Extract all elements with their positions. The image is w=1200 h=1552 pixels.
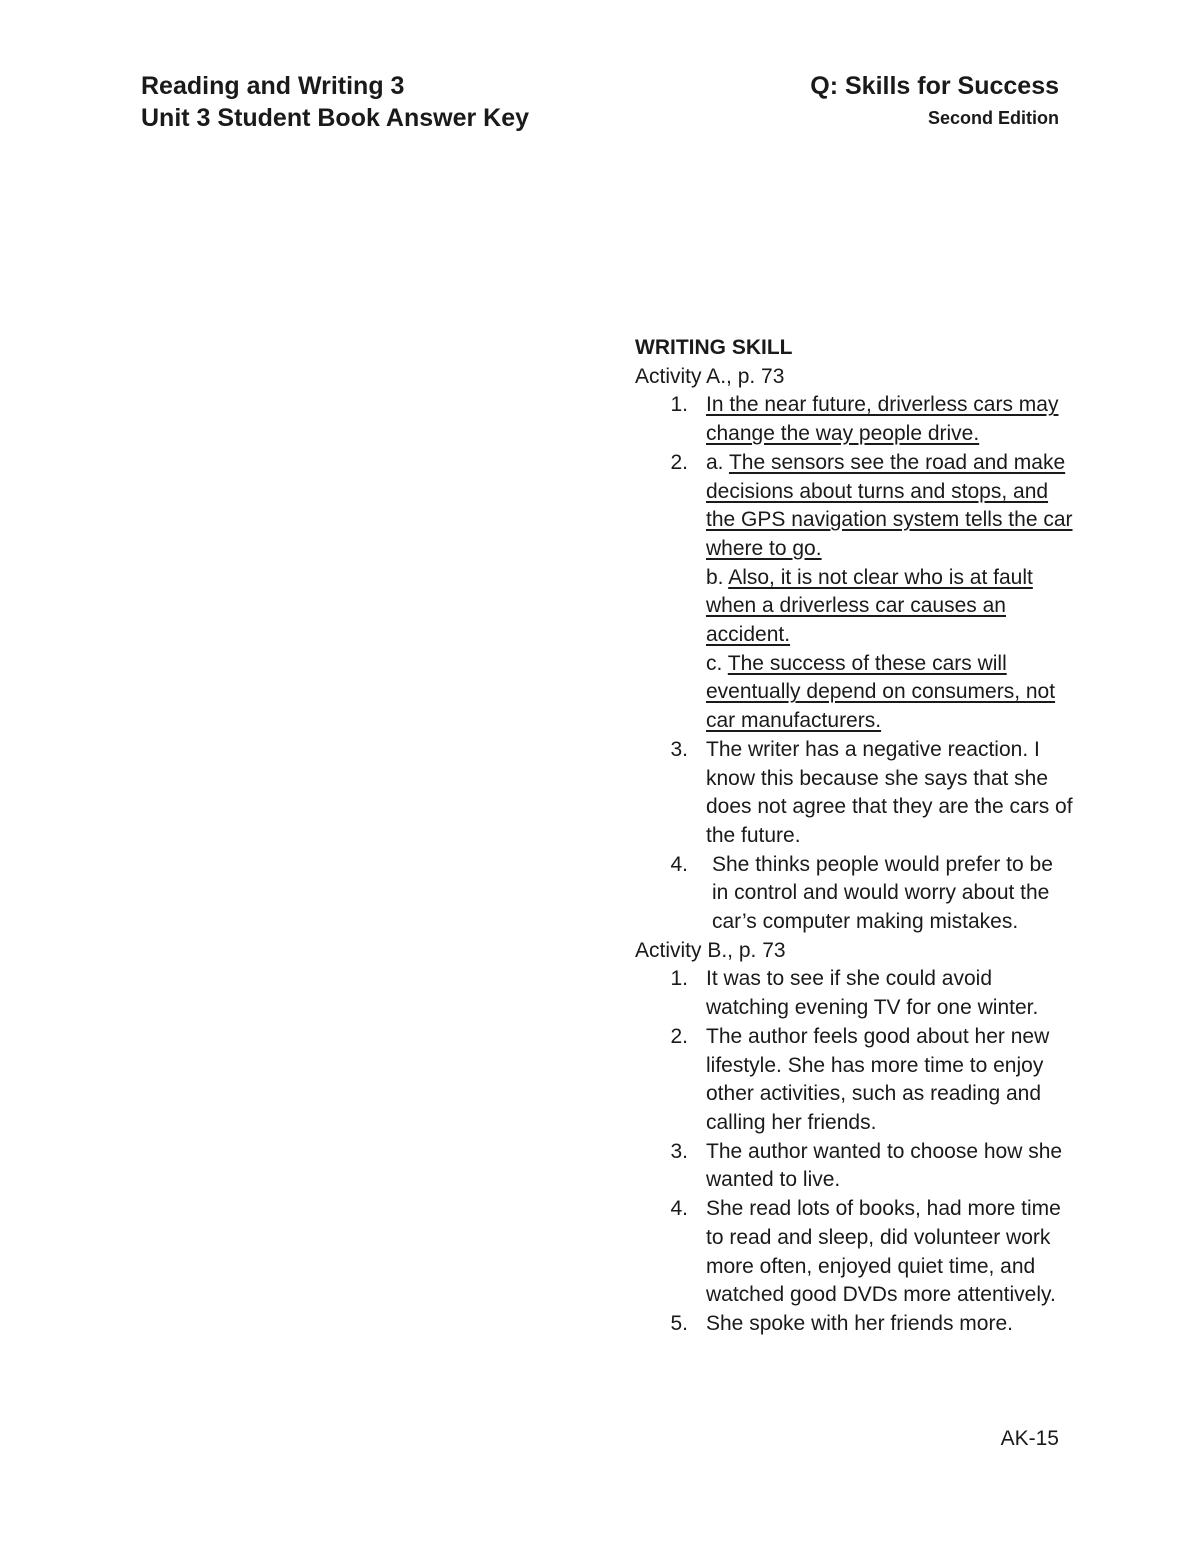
sub-letter: b. (706, 565, 729, 589)
item-number: 4. (670, 1197, 688, 1221)
activity-a-heading: Activity A., p. 73 (635, 364, 785, 388)
header-left (141, 70, 529, 134)
underlined-answer: The sensors see the road and make decisions about turns and stops, and the GPS navigation system tells the car where to go. (706, 450, 1073, 560)
list-item (635, 449, 1075, 736)
sub-letter: c. (706, 651, 728, 675)
list-item (635, 736, 1075, 851)
list-item (635, 391, 1075, 448)
book-title: Reading and Writing 3 (141, 72, 405, 100)
sub-answer-c (706, 650, 1075, 736)
unit-title: Unit 3 Student Book Answer Key (141, 104, 530, 132)
list-item (635, 965, 1075, 1022)
answer-text: She thinks people would prefer to be in control and would worry about the car’s computer making mistakes. (712, 852, 1053, 934)
item-number: 3. (670, 1139, 688, 1163)
list-item (635, 1195, 1075, 1310)
answer-text: It was to see if she could avoid watching evening TV for one winter. (706, 967, 1039, 1020)
underlined-answer: Also, it is not clear who is at fault when a driverless car causes an accident. (706, 565, 1033, 647)
list-item (635, 1310, 1075, 1339)
activity-b-heading: Activity B., p. 73 (635, 938, 786, 962)
underlined-answer: In the near future, driverless cars may change the way people drive. (706, 393, 1059, 446)
activity-b-list (635, 965, 1075, 1338)
item-number: 1. (670, 393, 688, 417)
page-number: AK-15 (1000, 1427, 1059, 1450)
answer-text: The writer has a negative reaction. I know this because she says that she does not agree that they are the cars of the future. (706, 737, 1073, 847)
header-right (810, 70, 1059, 134)
answer-text: She spoke with her friends more. (706, 1311, 1013, 1335)
item-number: 5. (670, 1311, 688, 1335)
answer-text: The author wanted to choose how she wanted to live. (706, 1139, 1063, 1192)
answer-text: The author feels good about her new lifestyle. She has more time to enjoy other activities, such as reading and calling her friends. (706, 1024, 1050, 1134)
item-number: 2. (670, 450, 688, 474)
sub-answer-a (706, 449, 1075, 564)
underlined-answer: The success of these cars will eventually depend on consumers, not car manufacturers. (706, 651, 1056, 733)
edition-label: Second Edition (927, 108, 1059, 128)
list-item (635, 851, 1075, 937)
item-number: 2. (670, 1024, 688, 1048)
list-item (635, 1138, 1075, 1195)
answer-text: She read lots of books, had more time to read and sleep, did volunteer work more often, enjoyed quiet time, and watched good DVDs more attentively. (706, 1197, 1061, 1307)
item-number: 4. (670, 852, 688, 876)
activity-a-list (635, 391, 1075, 936)
sub-letter: a. (706, 450, 729, 474)
answer-column (635, 334, 1075, 1339)
sub-answer-b (706, 564, 1075, 650)
item-number: 3. (670, 737, 688, 761)
item-number: 1. (670, 967, 688, 991)
section-title: WRITING SKILL (635, 336, 793, 359)
series-title: Q: Skills for Success (810, 72, 1059, 100)
list-item (635, 1023, 1075, 1138)
